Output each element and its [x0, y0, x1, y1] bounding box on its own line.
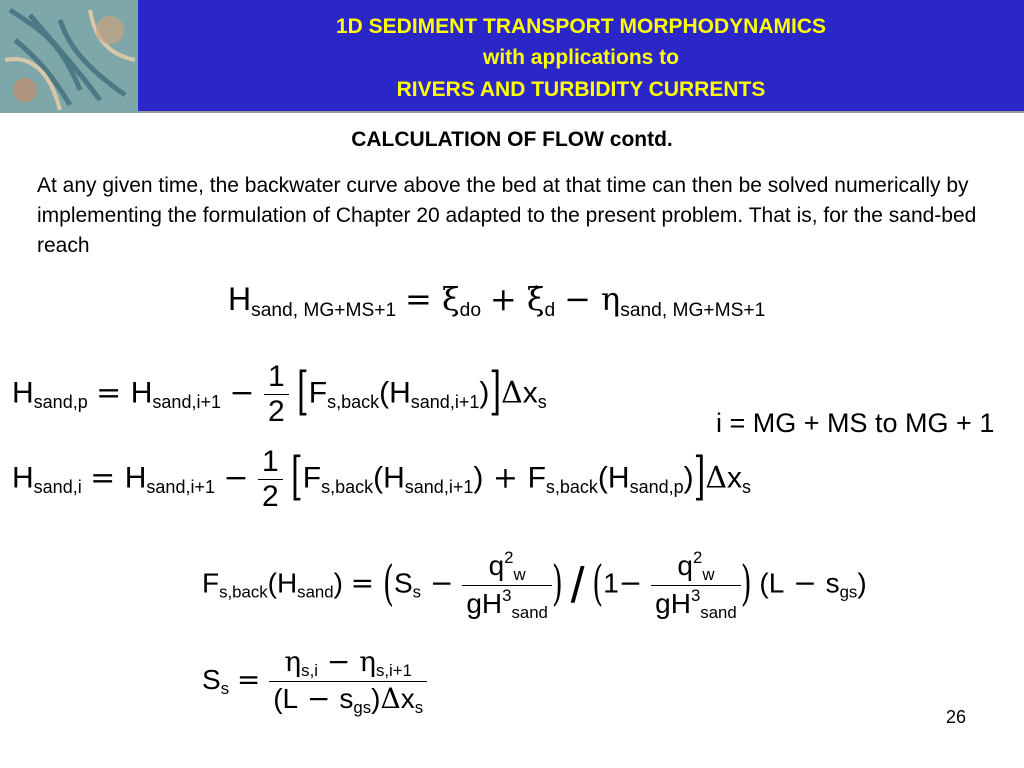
- section-title: CALCULATION OF FLOW contd.: [351, 128, 673, 151]
- eq1-eta-sub: sand, MG+MS+1: [620, 299, 766, 321]
- eq4-froude-fraction-2: $\frac{q^2_w}{gH^3_{sand}}$: [651, 548, 741, 623]
- eq2-dx-sub: s: [537, 391, 547, 412]
- equation-sand-slope: $S_s$ = $\frac{\eta_{s,i} - \eta_{s,i+1}}{(L - s_{gs})\Delta x_s}$: [202, 645, 427, 718]
- eq2-f-sub: s,back: [327, 391, 380, 412]
- eq1-lhs: H: [228, 281, 252, 317]
- banner-line-3: RIVERS AND TURBIDITY CURRENTS: [396, 78, 766, 101]
- body-paragraph: At any given time, the backwater curve above the bed at that time can then be solved numerically by implementing the formulation of Chapter 20 adapted to the present problem. That is, for the sand-bed reach: [37, 174, 977, 257]
- eq1-eta: η: [601, 280, 621, 318]
- slide-header: [0, 0, 1024, 113]
- page-number: 26: [945, 707, 966, 727]
- eq1-xi-sub: do: [459, 299, 481, 321]
- index-range: i = MG + MS to MG + 1: [716, 408, 995, 438]
- eq3-hp-sub: sand,p: [629, 476, 684, 497]
- eq4-h-sub: sand: [297, 582, 334, 602]
- eq1-xi-dot: ξ̇: [526, 280, 545, 318]
- equation-water-depth-downstream: $H_{sand, MG+MS+1} = \xi_{do}$ + $\xi̇_d - \eta_{sand, MG+MS+1}$: [228, 280, 766, 321]
- eq1-lhs-sub: sand, MG+MS+1: [251, 299, 397, 321]
- equation-predictor-step: $H_{sand,p} = H_{sand,i+1}$ − $\frac{1}{2}$ $[F_{s,back}(H_{sand,i+1})]\Delta x_s$: [12, 360, 547, 428]
- eq4-froude-fraction-1: $\frac{q^2_w}{gH^3_{sand}}$: [462, 548, 552, 623]
- eq4-f-sub: s,back: [219, 582, 268, 602]
- eq2-half-fraction: $\frac{1}{2}$: [264, 360, 289, 429]
- eq1-xi-dot-sub: d: [544, 299, 556, 321]
- eq3-half-fraction: $\frac{1}{2}$: [258, 445, 283, 514]
- eq4-sgs-sub: gs: [839, 582, 858, 602]
- eq3-lhs-sub: sand,i: [33, 476, 82, 497]
- title-banner: [138, 0, 1024, 113]
- eq5-s-sub: s: [220, 678, 230, 698]
- eq1-xi: ξ: [442, 280, 460, 318]
- eq4-s-sub: s: [412, 582, 422, 602]
- banner-line-1: 1D SEDIMENT TRANSPORT MORPHODYNAMICS: [335, 15, 827, 38]
- eq2-h-sub: sand,i+1: [152, 391, 221, 412]
- eq5-slope-fraction: $\frac{\eta_{s,i} - \eta_{s,i+1}}{(L - s_{gs})\Delta x_s}$: [269, 645, 427, 718]
- equation-corrector-step: $H_{sand,i} = H_{sand,i+1}$ − $\frac{1}{2}$ $[F_{s,back}(H_{sand,i+1}) + F_{s,back}(H_{sand,p})]\Delta x_s$: [12, 445, 752, 513]
- banner-line-2: with applications to: [482, 46, 679, 69]
- delta-logo-image: [0, 0, 138, 113]
- eq3-h-sub: sand,i+1: [146, 476, 215, 497]
- eq2-lhs-sub: sand,p: [33, 391, 88, 412]
- equation-backwater-function: $F_{s,back}(H_{sand}) = (S_s$ − $\frac{q^2_w}{gH^3_{sand}}$ ) / (1− $\frac{q^2_w}{gH^3_{sand}}$ ) $(L - s_{gs})$: [202, 548, 867, 622]
